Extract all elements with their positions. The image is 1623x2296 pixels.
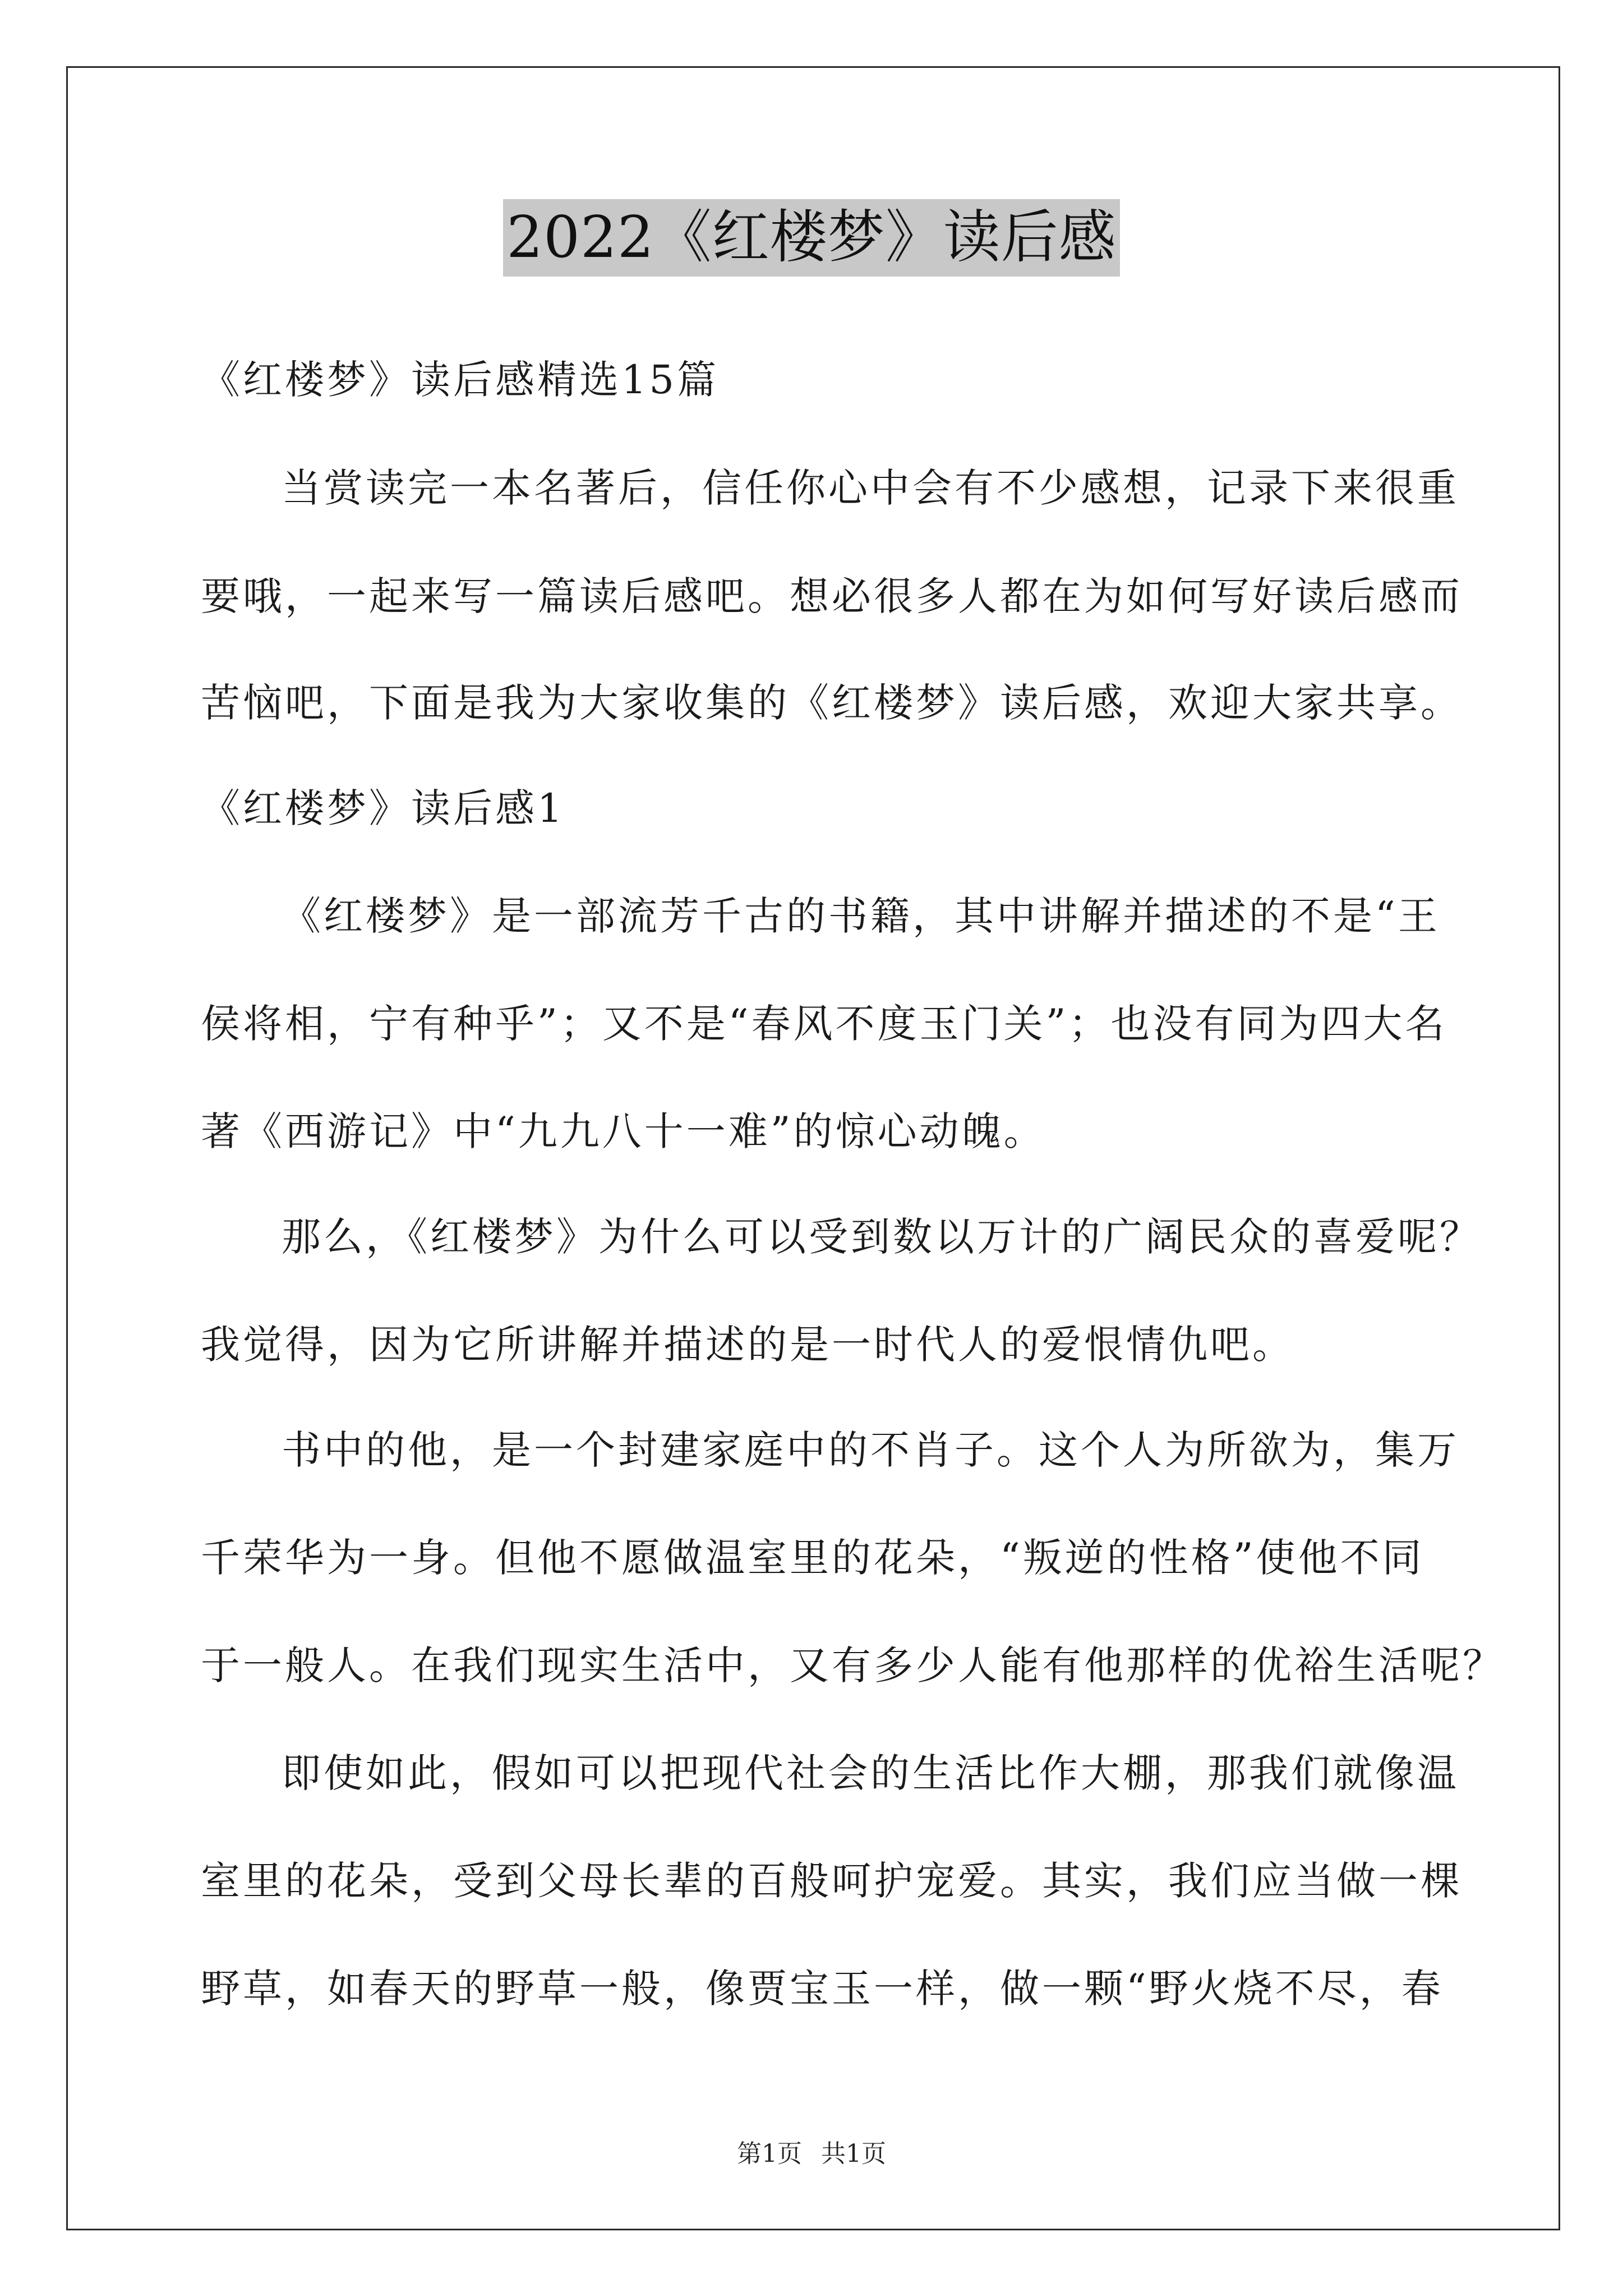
para1-line-3: 著《西游记》中“九九八十一难”的惊心动魄。 <box>201 1108 1046 1154</box>
intro-line-3: 苦恼吧，下面是我为大家收集的《红楼梦》读后感，欢迎大家共享。 <box>201 680 1463 726</box>
title-wrap <box>0 199 1623 277</box>
para4-line-3: 野草，如春天的野草一般，像贾宝玉一样，做一颗“野火烧不尽，春 <box>201 1966 1444 2012</box>
page-footer <box>0 2137 1623 2171</box>
para2-line-1: 那么，《红楼梦》为什么可以受到数以万计的广阔民众的喜爱呢？ <box>282 1214 1482 1260</box>
para3-line-3: 于一般人。在我们现实生活中，又有多少人能有他那样的优裕生活呢？ <box>201 1642 1505 1688</box>
para3-line-2: 千荣华为一身。但他不愿做温室里的花朵，“叛逆的性格”使他不同 <box>201 1535 1424 1581</box>
para2-line-2: 我觉得，因为它所讲解并描述的是一时代人的爱恨情仇吧。 <box>201 1322 1294 1368</box>
para3-line-1: 书中的他，是一个封建家庭中的不肖子。这个人为所欲为，集万 <box>282 1427 1459 1473</box>
intro-line-2: 要哦，一起来写一篇读后感吧。想必很多人都在为如何写好读后感而 <box>201 573 1463 619</box>
page-current: 第1页 <box>737 2139 802 2168</box>
document-title: 2022《红楼梦》读后感 <box>503 199 1120 277</box>
document-subtitle: 《红楼梦》读后感精选15篇 <box>201 357 720 403</box>
para1-line-2: 侯将相，宁有种乎”；又不是“春风不度玉门关”；也没有同为四大名 <box>201 1001 1447 1047</box>
para4-line-2: 室里的花朵，受到父母长辈的百般呵护宠爱。其实，我们应当做一棵 <box>201 1858 1463 1904</box>
para1-line-1: 《红楼梦》是一部流芳千古的书籍，其中讲解并描述的不是“王 <box>282 893 1440 939</box>
section-heading: 《红楼梦》读后感1 <box>201 785 565 831</box>
intro-line-1: 当赏读完一本名著后，信任你心中会有不少感想，记录下来很重 <box>282 465 1459 511</box>
para4-line-1: 即使如此，假如可以把现代社会的生活比作大棚，那我们就像温 <box>282 1750 1459 1796</box>
page-total: 共1页 <box>821 2139 886 2168</box>
